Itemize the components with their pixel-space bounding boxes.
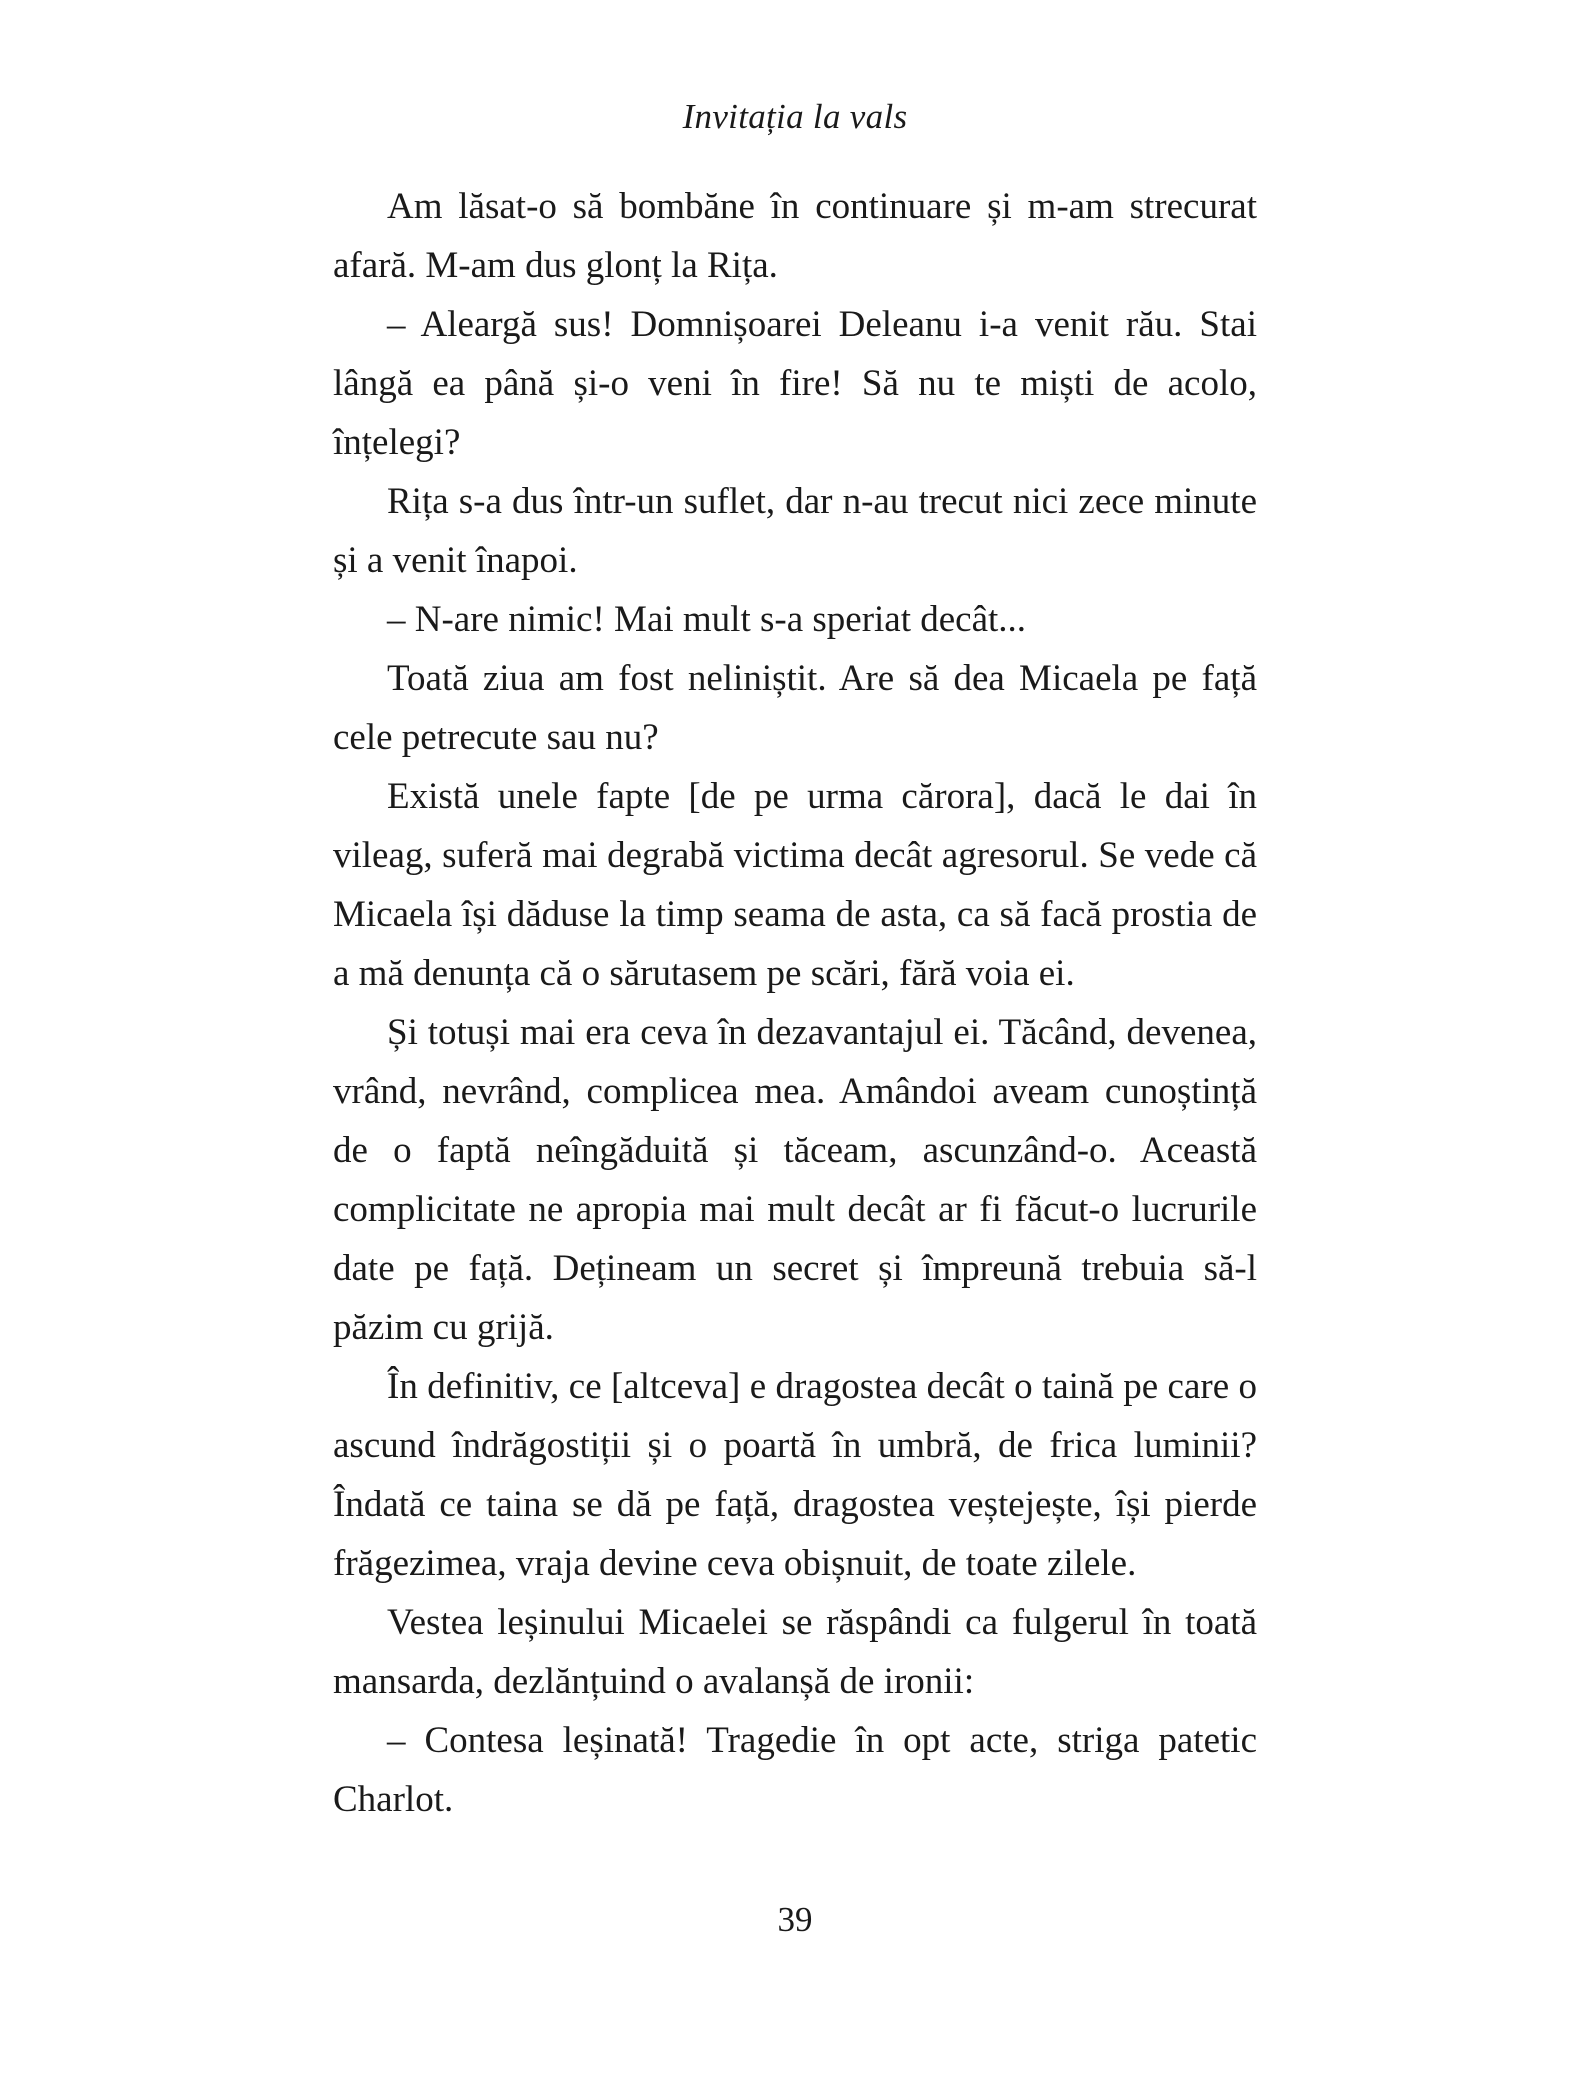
paragraph: Vestea leșinului Micaelei se răspândi ca fulgerul în toată mansarda, dezlănțuind o avalanșă de ironii: [333, 1602, 1257, 1702]
paragraph: – Aleargă sus! Domnișoarei Deleanu i-a venit rău. Stai lângă ea până și-o veni în fire! Să nu te miști de acolo, înțelegi? [333, 304, 1257, 463]
body-text [333, 177, 1257, 1829]
paragraph: Rița s-a dus într-un suflet, dar n-au trecut nici zece minute și a venit înapoi. [333, 481, 1257, 581]
paragraph: Am lăsat-o să bombăne în continuare și m-am strecurat afară. M-am dus glonț la Rița. [333, 186, 1257, 286]
paragraph: În definitiv, ce [altceva] e dragostea decât o taină pe care o ascund îndrăgostiții și o poartă în umbră, de frica luminii? Îndată ce taina se dă pe față, dragostea veștejește, își pierde frăgezimea, vraja devine ceva obișnuit, de toate zilele. [333, 1366, 1257, 1584]
paragraph: – Contesa leșinată! Tragedie în opt acte, striga patetic Charlot. [333, 1720, 1257, 1820]
paragraph: Toată ziua am fost neliniștit. Are să dea Micaela pe față cele petrecute sau nu? [333, 658, 1257, 758]
running-title: Invitația la vals [682, 97, 908, 136]
paragraph: Există unele fapte [de pe urma cărora], dacă le dai în vileag, suferă mai degrabă victima decât agresorul. Se vede că Micaela își dăduse la timp seama de asta, ca să facă prostia de a mă denunța că o sărutasem pe scări, fără voia ei. [333, 776, 1257, 994]
paragraph: Și totuși mai era ceva în dezavantajul ei. Tăcând, devenea, vrând, nevrând, complicea mea. Amândoi aveam cunoștință de o faptă neîngăduită și tăceam, ascunzând-o. Această complicitate ne apropia mai mult decât ar fi făcut-o lucrurile date pe față. Dețineam un secret și împreună trebuia să-l păzim cu grijă. [333, 1012, 1257, 1348]
page-number: 39 [777, 1900, 813, 1939]
paragraph: – N-are nimic! Mai mult s-a speriat decât... [387, 599, 1027, 640]
